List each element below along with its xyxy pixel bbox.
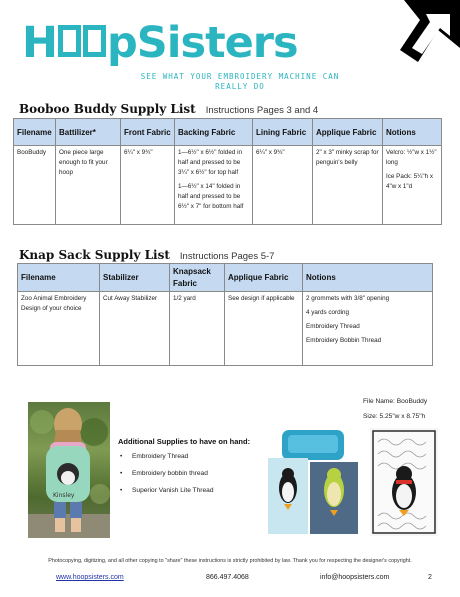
file-name-label: File Name: BooBuddy [363, 398, 428, 405]
logo-hoop-o [58, 25, 81, 57]
cell-applique-fabric: See design if applicable [225, 292, 303, 366]
cell-notions [303, 292, 433, 366]
col-header: Battilizer* [56, 119, 121, 146]
cell-knapsack-fabric: 1/2 yard [170, 292, 225, 366]
col-header: Applique Fabric [313, 119, 383, 146]
logo-hoop-o [83, 25, 106, 57]
hoopsisters-logo [22, 18, 340, 96]
knapsack-title: Knap Sack Supply List [19, 248, 170, 262]
additional-supplies-list [118, 452, 258, 503]
booboo-buddy-flat-photo [262, 428, 362, 536]
cell-lining-fabric: 6¼" x 9¾" [253, 146, 313, 225]
col-header: Lining Fabric [253, 119, 313, 146]
logo-word-rest: pSisters [107, 18, 298, 68]
booboo-buddy-finished-photo [370, 428, 438, 536]
list-item: • Embroidery Thread [118, 452, 258, 461]
cell-applique-fabric: 2" x 3" minky scrap for penguin's belly [313, 146, 383, 225]
table-row [18, 292, 433, 366]
table-header-row [14, 119, 442, 146]
col-header: Filename [14, 119, 56, 146]
col-header: Knapsack Fabric [170, 264, 225, 292]
backpack-name-text: Kinsley [53, 492, 75, 499]
list-item: • Superior Vanish Lite Thread [118, 486, 258, 495]
table-header-row [18, 264, 433, 292]
notion-line: 2 grommets with 3/8" opening [306, 295, 390, 302]
knapsack-section-title [19, 246, 274, 264]
col-header: Notions [383, 119, 442, 146]
copyright-disclaimer: Photocopying, digitizing, and all other copying to "share" these instructions is strictly prohibited by law. Thank you for respecting the designer's copyright. [48, 558, 412, 564]
file-size-label: Size: 5.25"w x 8.75"h [363, 413, 426, 420]
cell-backing-fabric [175, 146, 253, 225]
booboo-title: Booboo Buddy Supply List [19, 102, 196, 116]
booboo-buddy-illustration [262, 428, 362, 536]
cell-filename: BooBuddy [14, 146, 56, 225]
logo-tagline: SEE WHAT YOUR EMBROIDERY MACHINE CAN REALLY DO [140, 72, 340, 91]
notion-line: Embroidery Thread [306, 323, 360, 330]
table-row [14, 146, 442, 225]
website-link[interactable]: www.hoopsisters.com [56, 574, 124, 581]
logo-wordmark [22, 18, 298, 68]
logo-letter-h: H [22, 18, 57, 68]
notion-line: 4 yards cording [306, 309, 350, 316]
notion-line: Velcro: ½"w x 1½" long [386, 149, 437, 166]
backing-line: 1—6½" x 14" folded in half and pressed to be 6½" x 7" for bottom half [178, 183, 244, 210]
booboo-supply-table [13, 118, 442, 225]
knapsack-subtitle: Instructions Pages 5-7 [179, 251, 275, 262]
cell-notions [383, 146, 442, 225]
col-header: Notions [303, 264, 433, 292]
email-address: info@hoopsisters.com [320, 574, 390, 581]
additional-supplies-title: Additional Supplies to have on hand: [118, 437, 251, 446]
booboo-section-title [19, 100, 318, 118]
cell-battilizer: One piece large enough to fit your hoop [56, 146, 121, 225]
page-number: 2 [428, 574, 432, 581]
col-header: Applique Fabric [225, 264, 303, 292]
col-header: Filename [18, 264, 100, 292]
girl-backpack-photo [28, 402, 110, 538]
cell-filename: Zoo Animal Embroidery Design of your choice [18, 292, 100, 366]
penguin-quilted-illustration [370, 428, 438, 536]
phone-number: 866.497.4068 [206, 574, 249, 581]
cell-front-fabric: 6¼" x 9¾" [121, 146, 175, 225]
knapsack-supply-table [17, 263, 433, 366]
notion-line: Embroidery Bobbin Thread [306, 337, 382, 344]
col-header: Backing Fabric [175, 119, 253, 146]
booboo-subtitle: Instructions Pages 3 and 4 [205, 105, 319, 116]
notion-line: Ice Pack: 5¼"h x 4"w x 1"d [386, 173, 434, 190]
col-header: Front Fabric [121, 119, 175, 146]
cursor-arrow-icon [392, 0, 460, 78]
girl-backpack-illustration [28, 402, 110, 538]
backing-line: 1—6½" x 6½" folded in half and pressed to be 3¼" x 6½" for top half [178, 149, 242, 176]
col-header: Stabilizer [100, 264, 170, 292]
cell-stabilizer: Cut Away Stabilizer [100, 292, 170, 366]
list-item: • Embroidery bobbin thread [118, 469, 258, 478]
